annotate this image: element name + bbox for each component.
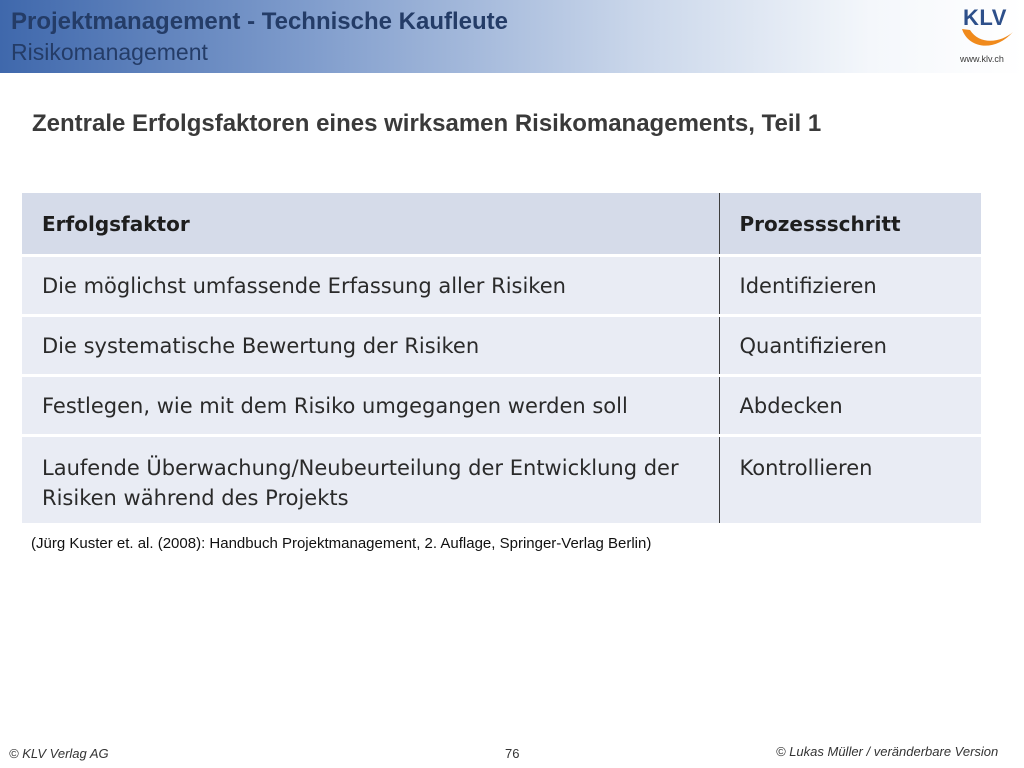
step-cell: Abdecken — [719, 376, 981, 436]
step-cell: Quantifizieren — [719, 316, 981, 376]
logo-url: www.klv.ch — [960, 54, 1004, 64]
step-cell: Identifizieren — [719, 256, 981, 316]
table-row — [22, 436, 981, 523]
chapter-title: Risikomanagement — [11, 39, 208, 65]
page-number: 76 — [505, 746, 520, 761]
step-cell: Kontrollieren — [719, 436, 981, 523]
factor-cell: Die systematische Bewertung der Risiken — [22, 316, 719, 376]
factor-cell: Festlegen, wie mit dem Risiko umgegangen werden soll — [22, 376, 719, 436]
footer-copyright: © KLV Verlag AG — [9, 746, 109, 761]
factor-cell: Laufende Überwachung/Neubeurteilung der Entwicklung der Risiken während des Projekts — [22, 436, 719, 523]
factor-cell: Die möglichst umfassende Erfassung aller Risiken — [22, 256, 719, 316]
course-title: Projektmanagement - Technische Kaufleute — [11, 8, 509, 35]
success-factors-table — [22, 193, 981, 523]
table-row — [22, 256, 981, 316]
klv-logo — [954, 2, 1020, 70]
logo-text: KLV — [963, 5, 1007, 30]
slide-heading: Zentrale Erfolgsfaktoren eines wirksamen Risikomanagements, Teil 1 — [32, 110, 822, 137]
column-header-prozessschritt: Prozessschritt — [719, 193, 981, 256]
footer-author: © Lukas Müller / veränderbare Version — [776, 744, 999, 759]
table-row — [22, 316, 981, 376]
table-header-row — [22, 193, 981, 256]
table-row — [22, 376, 981, 436]
column-header-erfolgsfaktor: Erfolgsfaktor — [22, 193, 719, 256]
logo-swoosh-icon — [960, 26, 1016, 52]
source-citation: (Jürg Kuster et. al. (2008): Handbuch Projektmanagement, 2. Auflage, Springer-Verlag Berlin) — [31, 535, 652, 552]
